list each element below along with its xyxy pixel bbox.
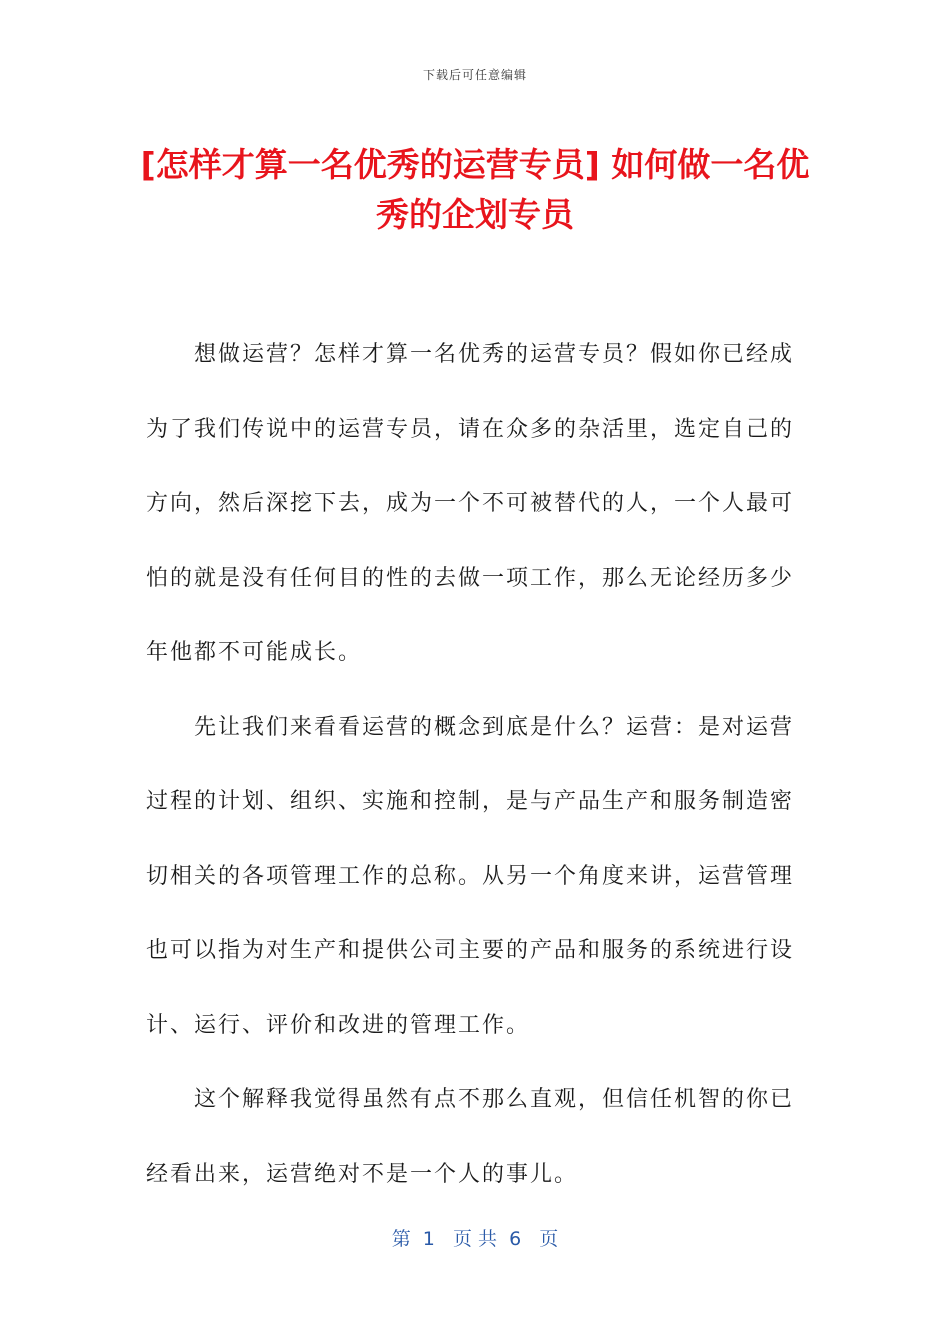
header-note: 下载后可任意编辑: [422, 68, 527, 82]
document-body: [146, 318, 794, 1212]
page-number-footer: 第 1 页 共 6 页: [391, 1228, 559, 1250]
paragraph-3: 这个解释我觉得虽然有点不那么直观，但信任机智的你已经看出来，运营绝对不是一个人的事儿。: [146, 1087, 795, 1187]
document-title: [怎样才算一名优秀的运营专员] 如何做一名优秀的企划专员: [140, 145, 810, 234]
paragraph-2: 先让我们来看看运营的概念到底是什么？运营：是对运营过程的计划、组织、实施和控制，是与产品生产和服务制造密切相关的各项管理工作的总称。从另一个角度来讲，运营管理也可以指为对生产和提供公司主要的产品和服务的系统进行设计、运行、评价和改进的管理工作。: [146, 714, 795, 1038]
paragraph-1: 想做运营？怎样才算一名优秀的运营专员？假如你已经成为了我们传说中的运营专员，请在众多的杂活里，选定自己的方向，然后深挖下去，成为一个不可被替代的人，一个人最可怕的就是没有任何目的性的去做一项工作，那么无论经历多少年他都不可能成长。: [146, 342, 795, 665]
